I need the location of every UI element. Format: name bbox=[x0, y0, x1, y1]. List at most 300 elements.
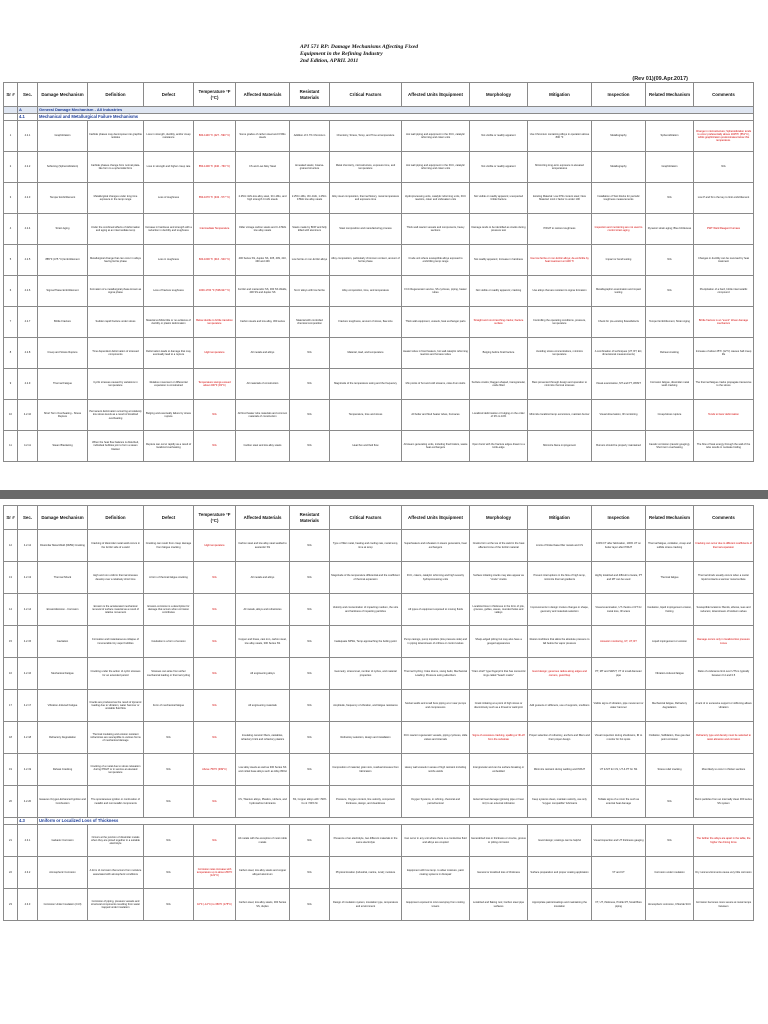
cell-rel: N/A bbox=[646, 786, 694, 818]
cell-temp: Corrosion rates increase with temperature up to about 250°F (121°C) bbox=[194, 857, 236, 889]
cell-com: Thermal shock usually occurs when a cooler liquid contacts a warmer metal surface bbox=[694, 562, 754, 594]
cell-def: Formation of a metallurgical phase known as sigma phase bbox=[88, 276, 144, 307]
cell-com: The thermal fatigue cracks propagate transverse to the stress bbox=[694, 369, 754, 400]
cell-def: Carbide phases may decompose into graphite nodules bbox=[88, 121, 144, 152]
cell-units: Thermal Cycling: Coke drums, swing beds; Mechanical Loading: Pressure swing adsorbers bbox=[402, 658, 470, 690]
cell-insp: Metallography bbox=[592, 121, 646, 152]
cell-sec: 4.2.2 bbox=[18, 152, 38, 183]
cell-com: Susceptible locations: Bends, elbows, tees and reducers; downstream of letdown valves bbox=[694, 594, 754, 626]
cell-rel: Caustic corrosion (caustic gouging), Short term overheating bbox=[646, 431, 694, 462]
cell-res: 2.25Cr-1Mo, 3Cr-1Mo, 1.25Cr-0.5Mo low alloy steels bbox=[290, 183, 330, 214]
cell-sec: 4.2.9 bbox=[18, 369, 38, 400]
cell-morph: Crack initiating at a point of high stress or discontinuity such as a thread or weld joint bbox=[470, 690, 528, 722]
table-row bbox=[4, 626, 754, 658]
cell-sr: 4 bbox=[4, 214, 18, 245]
table-row bbox=[4, 889, 754, 921]
cell-defect: Cavitation is a form of erosion bbox=[144, 626, 194, 658]
cell-crit: Type of filler metal, heating and cooling rate, metal temp, time at temp bbox=[330, 530, 402, 562]
cell-def: When the heat flow balance is disturbed, individual bubbles join to form a steam blanket bbox=[88, 431, 144, 462]
cell-res: N/A bbox=[290, 690, 330, 722]
cell-mit: Appropriate paints/coatings and maintaining the insulation bbox=[528, 889, 592, 921]
cell-def: Cyclic stresses caused by variations in temperature bbox=[88, 369, 144, 400]
cell-crit: Alloy steel composition, thermal history, metal temperature and exposure time bbox=[330, 183, 402, 214]
cell-crit: Temperature, time and stress bbox=[330, 400, 402, 431]
cell-com: Ratio of endurance limit over UTS is typically between 0.4 and 0.5 bbox=[694, 658, 754, 690]
cell-res: N/A bbox=[290, 431, 330, 462]
cell-defect: A form of thermal fatigue cracking bbox=[144, 562, 194, 594]
cell-sec: 4.2.1 bbox=[18, 121, 38, 152]
cell-res: Steels made by BOP and fully killed with aluminum bbox=[290, 214, 330, 245]
cell-units: Hydroprocessing units, catalytic reforming units, FCC reactors, coker and visbreaker units bbox=[402, 183, 470, 214]
cell-sec: 4.3.1 bbox=[18, 825, 38, 857]
cell-crit: Amplitude, frequency of vibration, and fatigue resistance bbox=[330, 690, 402, 722]
cell-sec: 4.3.3 bbox=[18, 889, 38, 921]
cell-morph: Not visible or readily apparent; cracking bbox=[470, 276, 528, 307]
subsection-label: Uniform or Localized Loss of Thickness bbox=[38, 818, 754, 825]
cell-morph: Not visible or readily apparent bbox=[470, 152, 528, 183]
cell-temp: 800-1100 °F (427 - 593 °C) bbox=[194, 121, 236, 152]
cell-defect: Stresses can arise from either mechanical loading or thermal cycling bbox=[144, 658, 194, 690]
cell-units: Can occur in any unit where there is a conductive fluid and alloys are coupled bbox=[402, 825, 470, 857]
document-title bbox=[300, 44, 600, 65]
cell-units: All boiler and fired heater tubes, Furnaces bbox=[402, 400, 470, 431]
cell-insp: VT and UT bbox=[592, 857, 646, 889]
cell-com: Tends to favor deformation bbox=[694, 400, 754, 431]
cell-def: A form of corrosion that occurs from moisture associated with atmospheric conditions bbox=[88, 857, 144, 889]
cell-res: N/A bbox=[290, 594, 330, 626]
cell-sec: 4.2.12 bbox=[18, 530, 38, 562]
cell-temp: N/A bbox=[194, 722, 236, 754]
cell-sec: 4.2.3 bbox=[18, 183, 38, 214]
cell-name: Reheat Cracking bbox=[38, 754, 88, 786]
cell-temp: Below ductile to brittle transition temperature bbox=[194, 307, 236, 338]
table-row bbox=[4, 245, 754, 276]
cell-units: Thick wall equipment, vessels, heat exchanger parts bbox=[402, 307, 470, 338]
table-row bbox=[4, 786, 754, 818]
cell-insp: Check for pre-existing flaws/defects bbox=[592, 307, 646, 338]
cell-rel: N/A bbox=[646, 183, 694, 214]
cell-insp: VT, UT, thickness, Profile RT, Small Bore piping bbox=[592, 889, 646, 921]
table-row bbox=[4, 152, 754, 183]
table-row bbox=[4, 530, 754, 562]
cell-rel: Spheroidization bbox=[646, 121, 694, 152]
table-row bbox=[4, 754, 754, 786]
cell-temp: High temperature bbox=[194, 338, 236, 369]
cell-com: A lack of or excessive support or stiffening allows vibration bbox=[694, 690, 754, 722]
cell-mit: Surface preparation and proper coating application bbox=[528, 857, 592, 889]
cell-mit: Resist conditions that allow the absolute pressure to fall below the vapor pressure bbox=[528, 626, 592, 658]
cell-defect: N/A bbox=[144, 889, 194, 921]
cell-sec: 4.2.6 bbox=[18, 276, 38, 307]
cell-mit: Minimize flame impingement bbox=[528, 431, 592, 462]
cell-mit: Improvements in design involve changes in shape, geometry and materials selection bbox=[528, 594, 592, 626]
table-row bbox=[4, 562, 754, 594]
cell-name: Galvanic Corrosion bbox=[38, 825, 88, 857]
cell-crit: Pressure, Oxygen content, line velocity, component thickness, design, and cleanliness bbox=[330, 786, 402, 818]
cell-com: Refractory type and density must be selected to resist abrasion and corrosion bbox=[694, 722, 754, 754]
cell-sec: 4.2.17 bbox=[18, 690, 38, 722]
cell-name: Mechanical Fatigue bbox=[38, 658, 88, 690]
cell-aff: All materials of construction bbox=[236, 369, 290, 400]
cell-com: Cracking can occur due to different coefficients of thermal expansion bbox=[694, 530, 754, 562]
cell-aff: Carbon steel and low alloy steels bbox=[236, 431, 290, 462]
cell-units: Crude unit where susceptible alloys exposed to embrittling temp range bbox=[402, 245, 470, 276]
cell-rel: Thermal fatigue bbox=[646, 562, 694, 594]
cell-defect: Material exhibits little or no evidence of ductility or plastic deformation bbox=[144, 307, 194, 338]
column-header: Sec. bbox=[18, 506, 38, 530]
cell-res: SS, Copper alloys with >50% Cu & >50% Ni bbox=[290, 786, 330, 818]
column-header: Comments bbox=[694, 83, 754, 107]
cell-com: N/A bbox=[694, 152, 754, 183]
cell-name: Strain Aging bbox=[38, 214, 88, 245]
cell-defect: Loss of fracture toughness bbox=[144, 276, 194, 307]
cell-insp: Visual examination, UT checks or RT for metal loss, IR scans bbox=[592, 594, 646, 626]
cell-aff: All metals and alloys bbox=[236, 338, 290, 369]
cell-insp: Installation of Test blocks for periodic toughness measurements bbox=[592, 183, 646, 214]
cell-morph: Not readily apparent; Increase in hardness bbox=[470, 245, 528, 276]
column-header: Definition bbox=[88, 506, 144, 530]
column-header: Sec. bbox=[18, 83, 38, 107]
cell-units: Socket welds and small bore piping at or near pumps and compressors bbox=[402, 690, 470, 722]
table-row bbox=[4, 857, 754, 889]
cell-aff: Copper and brass, cast iron, carbon steel, low alloy steels, 300 Series SS bbox=[236, 626, 290, 658]
cell-defect: Bulging and eventually failure by stress rupture bbox=[144, 400, 194, 431]
subsection-row bbox=[4, 818, 754, 825]
cell-units: All types of equipment exposed to moving fluids bbox=[402, 594, 470, 626]
table-row bbox=[4, 276, 754, 307]
subsection-label: Mechanical and Metallurgical Failure Mechanisms bbox=[38, 114, 754, 121]
cell-def: Cracks are produced as the result of dynamic loading due to vibration, water hammer or unstable fluid flow bbox=[88, 690, 144, 722]
cell-def: Permanent deformation occurring at relatively low stress levels as a result of localized overheating bbox=[88, 400, 144, 431]
cell-name: Erosion/Erosion - Corrosion bbox=[38, 594, 88, 626]
table-row bbox=[4, 722, 754, 754]
column-header: Resistant Materials bbox=[290, 506, 330, 530]
table-row bbox=[4, 307, 754, 338]
cell-insp: UT & MT for CS, UT & PT for SS bbox=[592, 754, 646, 786]
cell-morph: Straight and non-branching cracks; fracture surface bbox=[470, 307, 528, 338]
cell-rel: N/A bbox=[646, 245, 694, 276]
column-header: Inspection bbox=[592, 83, 646, 107]
cell-aff: Carbon steel, low alloy steels and copper alloyed aluminum bbox=[236, 857, 290, 889]
cell-res: Low ferrite or non-ferritic alloys bbox=[290, 245, 330, 276]
cell-name: Graphitization bbox=[38, 121, 88, 152]
cell-temp: 650-1070 °F (343 - 577 °C) bbox=[194, 183, 236, 214]
cell-mit: Keep systems clean, maintain velocity, use only "oxygen compatible" lubricants bbox=[528, 786, 592, 818]
cell-defect: Loss in toughness bbox=[144, 245, 194, 276]
cell-morph: Localized loss in thickness in the form of pits, grooves, gullies, waves, rounded holes and valleys bbox=[470, 594, 528, 626]
title-line-1: API 571 RP: Damage Mechanisms Affecting Fixed bbox=[300, 44, 419, 50]
cell-sr: 5 bbox=[4, 245, 18, 276]
cell-temp: 10°F (-12°C) to 350°F (175°C) bbox=[194, 889, 236, 921]
cell-morph: Generalized loss in thickness or crevice, groove or pitting corrosion bbox=[470, 825, 528, 857]
cell-def: Erosion is the accelerated mechanical removal of surface material as a result of relative movement bbox=[88, 594, 144, 626]
cell-defect: Increase in hardness and strength with a reduction in ductility and toughness bbox=[144, 214, 194, 245]
revision-label: (Rev 01)(09.Apr.2017) bbox=[632, 76, 688, 82]
cell-def: Cracking of dissimilar metal weld occurs in the ferritic side of a weld bbox=[88, 530, 144, 562]
cell-morph: "Clam shell" type fingerprint that has concentric rings called "beach marks" bbox=[470, 658, 528, 690]
cell-rel: Oxidation, Sulfidation, Flue gas dew point corrosion bbox=[646, 722, 694, 754]
column-header: Related Mechanism bbox=[646, 83, 694, 107]
cell-crit: Refractory selection, design and installation bbox=[330, 722, 402, 754]
cell-insp: Inspection and monitoring are not used to control strain aging bbox=[592, 214, 646, 245]
cell-aff: All engineering alloys bbox=[236, 658, 290, 690]
column-header: Comments bbox=[694, 506, 754, 530]
cell-temp: N/A bbox=[194, 786, 236, 818]
cell-units: Hot wall piping and equipment in the FCC, catalytic reforming and coker units bbox=[402, 121, 470, 152]
cell-def: Cracking under the action of cyclic stresses for an extended period bbox=[88, 658, 144, 690]
cell-res: N/A bbox=[290, 754, 330, 786]
cell-rel: Creep/stress rupture bbox=[646, 400, 694, 431]
cell-sr: 3 bbox=[4, 183, 18, 214]
cell-sr: 11 bbox=[4, 431, 18, 462]
cell-temp: N/A bbox=[194, 658, 236, 690]
cell-sec: 4.2.11 bbox=[18, 431, 38, 462]
cell-units: Equipment exposed to mist overspray from cooling towers bbox=[402, 889, 470, 921]
cell-temp: N/A bbox=[194, 431, 236, 462]
cell-crit: Steel composition and manufacturing process bbox=[330, 214, 402, 245]
cell-aff: Carbon steel and low alloy steel welded to austenitic SS bbox=[236, 530, 290, 562]
cell-insp: Visual inspection during shutdowns, IR to monitor for hot spots bbox=[592, 722, 646, 754]
cell-name: 885°F (475 °C) Embrittlement bbox=[38, 245, 88, 276]
cell-aff: All metals with the exception of most noble metals bbox=[236, 825, 290, 857]
cell-defect: N/A bbox=[144, 857, 194, 889]
cell-com: Dry rural environments cause very little corrosion bbox=[694, 857, 754, 889]
cell-def: The spontaneous ignition or combustion of metallic and nonmetallic components bbox=[88, 786, 144, 818]
cell-res: N/A bbox=[290, 889, 330, 921]
cell-res: N/A bbox=[290, 338, 330, 369]
cell-name: Thermal Shock bbox=[38, 562, 88, 594]
cell-morph: Localized deformation or bulging on the order of 3% to 10% bbox=[470, 400, 528, 431]
cell-rel: Corrosion fatigue, dissimilar metal weld cracking bbox=[646, 369, 694, 400]
cell-rel: N/A bbox=[646, 276, 694, 307]
cell-defect: Deformation leads to damage that may eventually lead to a rupture bbox=[144, 338, 194, 369]
column-header: Temperature °F (°C) bbox=[194, 83, 236, 107]
cell-com: Corrosion becomes more severe at metal temps between bbox=[694, 889, 754, 921]
cell-mit: Minimize restraint during welding and PWHT bbox=[528, 754, 592, 786]
cell-rel: Temper Embrittlement, Strain Aging bbox=[646, 307, 694, 338]
cell-temp: N/A bbox=[194, 400, 236, 431]
cell-sr: 19 bbox=[4, 754, 18, 786]
cell-defect: Form of mechanical fatigue bbox=[144, 690, 194, 722]
cell-defect: Loss in strength and higher creep rate bbox=[144, 152, 194, 183]
cell-morph: Not visible or readily apparent bbox=[470, 121, 528, 152]
table-row bbox=[4, 594, 754, 626]
cell-sr: 6 bbox=[4, 276, 18, 307]
cell-morph: Intergranular and can be surface breaking or embedded bbox=[470, 754, 528, 786]
cell-rel: Cavitation, liquid impingement erosion, fretting bbox=[646, 594, 694, 626]
cell-units: FCC Regenerator service, SS cyclones, piping, heater tubes bbox=[402, 276, 470, 307]
cell-def: Sudden rapid fracture under stress bbox=[88, 307, 144, 338]
column-header: Damage Mechanism bbox=[38, 506, 88, 530]
cell-aff: Low alloy steels as well as 300 Series SS and nickel base alloys such as Alloy 800H bbox=[236, 754, 290, 786]
column-header: Morphology bbox=[470, 83, 528, 107]
cell-units: Hot wall piping and equipment in the FCC, catalytic reforming and coker units bbox=[402, 152, 470, 183]
cell-morph: General or localized loss of thickness bbox=[470, 857, 528, 889]
cell-sec: 4.2.20 bbox=[18, 786, 38, 818]
cell-def: Thermal insulating and erosion resistant refractories are susceptible to various forms of mechanical damage bbox=[88, 722, 144, 754]
cell-name: Dissimilar Metal Weld (DMW) Cracking bbox=[38, 530, 88, 562]
cell-name: Brittle Fracture bbox=[38, 307, 88, 338]
column-header: Critical Factors bbox=[330, 506, 402, 530]
cell-com: Changes in ductility can be reversed by heat treatment bbox=[694, 245, 754, 276]
cell-defect: N/A bbox=[144, 722, 194, 754]
header-row bbox=[4, 506, 754, 530]
cell-defect: Rupture can occur rapidly as a result of localized overheating bbox=[144, 431, 194, 462]
cell-rel: Reheat cracking bbox=[646, 338, 694, 369]
cell-com: Precipitation of a hard, brittle intermetallic compound bbox=[694, 276, 754, 307]
cell-mit: Controlling the operating conditions, pressure, temperature bbox=[528, 307, 592, 338]
cell-sr: 17 bbox=[4, 690, 18, 722]
column-header: Defect bbox=[144, 506, 194, 530]
table-row bbox=[4, 658, 754, 690]
table-row bbox=[4, 690, 754, 722]
cell-sec: 4.2.8 bbox=[18, 338, 38, 369]
cell-sec: 4.2.7 bbox=[18, 307, 38, 338]
cell-units: Pump casings, pump impellers (low pressure side) and in piping downstream of orifices or control valves bbox=[402, 626, 470, 658]
cell-sec: 4.2.13 bbox=[18, 562, 38, 594]
cell-units: Heater tubes in fired heaters, hot wall catalytic reforming reactors and furnace tubes bbox=[402, 338, 470, 369]
cell-name: Creep and Stress Rupture bbox=[38, 338, 88, 369]
cell-temp: N/A bbox=[194, 825, 236, 857]
cell-crit: Alloy composition, particularly chromium content, amount of ferrite phase bbox=[330, 245, 402, 276]
cell-com: Brittle fracture is an "event" driven damage mechanism bbox=[694, 307, 754, 338]
cell-res: Annealed steels; Coarse-grained structure bbox=[290, 152, 330, 183]
cell-mit: Minimize localized temp excursions, maintain burner bbox=[528, 400, 592, 431]
cell-morph: Surface initiating cracks may also appear as "craze" cracks bbox=[470, 562, 528, 594]
cell-insp: Impact or bend testing bbox=[592, 245, 646, 276]
cell-morph: Localized and flaking rust; Carbon steel pipe surfaces bbox=[470, 889, 528, 921]
cell-units: Thick wall reactor vessels and components, heavy sections bbox=[402, 214, 470, 245]
cell-temp: 1000-1700 °F (538-927 °C) bbox=[194, 276, 236, 307]
cell-insp: Visual examination, MT and PT, WFMT bbox=[592, 369, 646, 400]
cell-units: Equipment with low temp. to allow moisture, paint coating systems in disrepair bbox=[402, 857, 470, 889]
cell-insp: Burners should be properly maintained bbox=[592, 431, 646, 462]
cell-morph: Not visible or readily apparent; unexpected brittle fracture bbox=[470, 183, 528, 214]
cell-morph: Damage tends to be identified as cracks during pressure test bbox=[470, 214, 528, 245]
cell-com: Change in microstructure; Spheroidization tends to occur preferentially above 1025°F (551°C), whilst graphitization predominates below this temperature. bbox=[694, 121, 754, 152]
cell-mit: Good design; coatings can be helpful bbox=[528, 825, 592, 857]
cell-insp: Visible signs of vibration, pipe movement or water hammer bbox=[592, 690, 646, 722]
cell-sr: 16 bbox=[4, 658, 18, 690]
cell-name: Temper Embrittlement bbox=[38, 183, 88, 214]
cell-insp: A combination of techniques (UT, RT, EC, dimensional measurements) bbox=[592, 338, 646, 369]
cell-res: Ni-Cr alloys with low ferrite bbox=[290, 276, 330, 307]
cell-units: Mix points of hot and cold streams, coke drum skirts bbox=[402, 369, 470, 400]
cell-def: Corrosion of piping, pressure vessels and structural components resulting from water trapped under insulation bbox=[88, 889, 144, 921]
cell-insp: PT, MT and SWUT; VT of small diameter pipe bbox=[592, 658, 646, 690]
cell-def: Under the combined effects of deformation and aging at an intermediate temp bbox=[88, 214, 144, 245]
cell-res: N/A bbox=[290, 530, 330, 562]
cell-sr: 14 bbox=[4, 594, 18, 626]
column-header: Morphology bbox=[470, 506, 528, 530]
cell-defect: Relative movement or differential expansion is constrained bbox=[144, 369, 194, 400]
cell-aff: All fired heater tube materials and common materials of construction bbox=[236, 400, 290, 431]
cell-crit: Velocity and concentration of impacting medium, the size and hardness of impacting particles bbox=[330, 594, 402, 626]
subsection-number: 4.3 bbox=[18, 818, 38, 825]
cell-sr: 7 bbox=[4, 307, 18, 338]
cell-defect: N/A bbox=[144, 825, 194, 857]
column-header: Mitigation bbox=[528, 506, 592, 530]
cell-sr: 1 bbox=[4, 121, 18, 152]
column-header: Damage Mechanism bbox=[38, 83, 88, 107]
column-header: Related Mechanism bbox=[646, 506, 694, 530]
cell-temp: N/A bbox=[194, 690, 236, 722]
cell-sr: 2 bbox=[4, 152, 18, 183]
cell-name: Atmospheric Corrosion bbox=[38, 857, 88, 889]
column-header: Temperature °F (°C) bbox=[194, 506, 236, 530]
cell-morph: Sharp-edged pitting but may also have a gouged appearance bbox=[470, 626, 528, 658]
cell-aff: All engineering materials bbox=[236, 690, 290, 722]
cell-aff: Insulating ceramic fibers, castables, refractory brick and refractory plastics bbox=[236, 722, 290, 754]
cell-insp: Metallography bbox=[592, 152, 646, 183]
cell-res: N/A bbox=[290, 369, 330, 400]
cell-def: Formation and instantaneous collapse of innumerable tiny vapor bubbles bbox=[88, 626, 144, 658]
cell-res: N/A bbox=[290, 626, 330, 658]
cell-crit: Fracture toughness, amount of stress, flaw size bbox=[330, 307, 402, 338]
column-header: Inspection bbox=[592, 506, 646, 530]
cell-mit: Minimizing long-term exposure to elevated temperatures bbox=[528, 152, 592, 183]
title-line-3: 2nd Edition, APRIL 2011 bbox=[300, 58, 359, 64]
column-header: Affected Materials bbox=[236, 506, 290, 530]
cell-name: Cavitation bbox=[38, 626, 88, 658]
page-gap bbox=[0, 490, 768, 499]
cell-temp: N/A bbox=[194, 594, 236, 626]
cell-def: Cracking of a metal due to stress relaxation during PWHT or in service at elevated temperature bbox=[88, 754, 144, 786]
table-row bbox=[4, 121, 754, 152]
cell-rel: Dynamic strain aging; Blue brittleness bbox=[646, 214, 694, 245]
cell-sr: 12 bbox=[4, 530, 18, 562]
subsection-row bbox=[4, 114, 754, 121]
cell-crit: Composition of material, grain size, residual stresses from fabrication bbox=[330, 754, 402, 786]
cell-sr: 9 bbox=[4, 369, 18, 400]
column-header: Definition bbox=[88, 83, 144, 107]
cell-mit: Good design; generous radius along edges and corners, good fitup bbox=[528, 658, 592, 690]
cell-sec: 4.2.15 bbox=[18, 626, 38, 658]
cell-insp: Telltale signs of a minor fire such as external heat damage bbox=[592, 786, 646, 818]
cell-aff: 400 Series SS, duplex SS, 405, 409, 410, 430 and 446 bbox=[236, 245, 290, 276]
cell-name: Softening (Spheroidization) bbox=[38, 152, 88, 183]
cell-crit: Heat flux and fluid flow bbox=[330, 431, 402, 462]
cell-aff: 2.25Cr-1Mo low alloy steel, 3Cr-1Mo, and high strength Cr-Mo steels bbox=[236, 183, 290, 214]
cell-insp: 100% FT after fabrication, 100% UT on butter layer after PWHT bbox=[592, 530, 646, 562]
cell-sr: 22 bbox=[4, 857, 18, 889]
cell-insp: Metallographic examination and impact testing bbox=[592, 276, 646, 307]
cell-aff: All metals, alloys and refractories bbox=[236, 594, 290, 626]
cell-mit: Use low ferrite or non-ferritic alloys; de-embrittle by heat treatment at 1100 °F bbox=[528, 245, 592, 276]
cell-crit: Magnitude of the temperature swing and the frequency bbox=[330, 369, 402, 400]
cell-rel: Stress relief cracking bbox=[646, 754, 694, 786]
cell-crit: Alloy composition, time, and temperature bbox=[330, 276, 402, 307]
cell-defect: N/A bbox=[144, 786, 194, 818]
cell-temp: High temperature bbox=[194, 530, 236, 562]
cell-res: Addition of 0.7% Chromium bbox=[290, 121, 330, 152]
cell-mit: Proper selection of refractory, anchors and fillers and their proper design bbox=[528, 722, 592, 754]
cell-defect: Erosion-corrosion is a description for damage that occurs when corrosion contributes bbox=[144, 594, 194, 626]
cell-sec: 4.2.5 bbox=[18, 245, 38, 276]
cell-sec: 4.2.10 bbox=[18, 400, 38, 431]
column-header: Critical Factors bbox=[330, 83, 402, 107]
cell-aff: Some grades of carbon steel and 0.5Mo steels bbox=[236, 121, 290, 152]
cell-aff: Carbon steels and low alloy, 300 series bbox=[236, 307, 290, 338]
damage-mechanism-table-1 bbox=[3, 82, 754, 462]
cell-crit: Geometry, stress level, number of cycles, and material properties bbox=[330, 658, 402, 690]
cell-mit: PWHT to restore toughness bbox=[528, 214, 592, 245]
cell-crit: Magnitude of the temperature differential and the coefficient of thermal expansion bbox=[330, 562, 402, 594]
cell-sec: 4.3.2 bbox=[18, 857, 38, 889]
cell-mit: Use Chromium containing Alloys in operation above 800 °F bbox=[528, 121, 592, 152]
cell-name: Thermal Fatigue bbox=[38, 369, 88, 400]
cell-name: Refractory Degradation bbox=[38, 722, 88, 754]
